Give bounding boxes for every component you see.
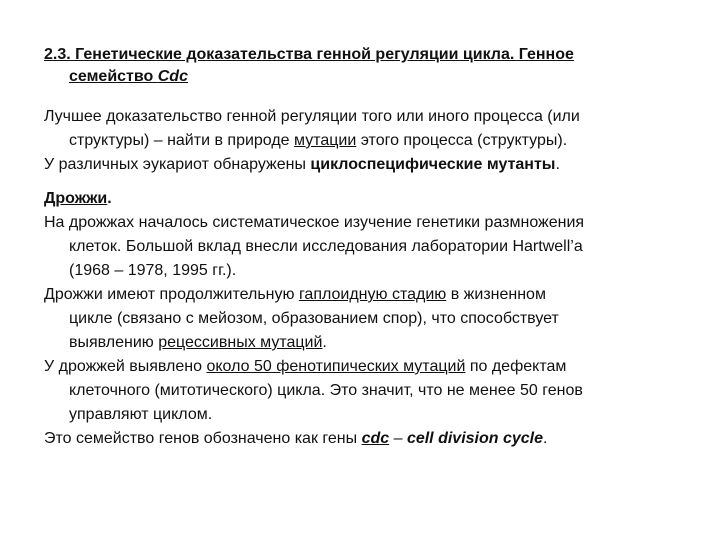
spacer: [44, 177, 694, 187]
p5-line-1-a: У дрожжей выявлено: [44, 358, 207, 375]
yeast-subheading: [44, 187, 694, 211]
title-line-2: [44, 66, 684, 88]
paragraph-50-mutations: [44, 355, 694, 427]
title-cdc: Cdc: [157, 68, 188, 85]
paragraph-yeast-genetics: [44, 211, 694, 283]
slide-body: [44, 105, 694, 451]
title-line-2-text: семейство: [69, 68, 158, 85]
p3-line-3: (1968 – 1978, 1995 гг.).: [69, 262, 237, 279]
cdc-term: cdc: [361, 430, 390, 447]
p5-line-3: управляют циклом.: [69, 406, 213, 423]
fifty-mutations-term: около 50 фенотипических мутаций: [206, 358, 466, 375]
yeast-dot: .: [107, 190, 112, 207]
p6-a: Это семейство генов обозначено как гены: [44, 430, 362, 447]
paragraph-eukaryotes: [44, 153, 694, 177]
yeast-word: Дрожжи: [44, 190, 108, 207]
p1-line-2-b: этого процесса (структуры).: [356, 132, 568, 149]
p4-line-3-b: .: [322, 334, 327, 351]
p5-line-1: [44, 358, 566, 375]
p4-line-1-b: в жизненном: [446, 286, 546, 303]
cyclospecific-mutants: циклоспецифические мутанты: [310, 156, 556, 173]
paragraph-best-evidence: [44, 105, 694, 153]
title-line-1: 2.3. Генетические доказательства генной регуляции цикла. Генное: [44, 46, 574, 63]
p2-c: .: [555, 156, 560, 173]
p5-line-1-b: по дефектам: [465, 358, 567, 375]
p3-line-1: На дрожжах началось систематическое изучение генетики размножения: [44, 214, 585, 231]
p1-line-1: Лучшее доказательство генной регуляции того или иного процесса (или: [44, 108, 580, 125]
p4-line-2: цикле (связано с мейозом, образованием спор), что способствует: [69, 310, 559, 327]
p4-line-3-a: выявлению: [69, 334, 159, 351]
paragraph-haploid-stage: [44, 283, 694, 355]
p4-line-1: [44, 286, 546, 303]
p5-line-2: клеточного (митотического) цикла. Это значит, что не менее 50 генов: [69, 382, 583, 399]
p2-a: У различных эукариот обнаружены: [44, 156, 311, 173]
p4-line-3: [44, 331, 694, 355]
p6-end: .: [543, 430, 548, 447]
p6-dash: –: [389, 430, 407, 447]
p3-line-2: клеток. Большой вклад внесли исследования лаборатории Hartwell’a: [69, 238, 583, 255]
slide-title: [44, 44, 684, 88]
mutations-term: мутации: [294, 132, 357, 149]
recessive-mutations-term: рецессивных мутаций: [158, 334, 323, 351]
p1-line-2-a: структуры) – найти в природе: [69, 132, 295, 149]
cell-division-cycle-term: cell division cycle: [406, 430, 544, 447]
paragraph-cdc-family: [44, 427, 694, 451]
p4-line-1-a: Дрожжи имеют продолжительную: [44, 286, 299, 303]
p1-line-2: [44, 129, 694, 153]
haploid-stage-term: гаплоидную стадию: [298, 286, 447, 303]
